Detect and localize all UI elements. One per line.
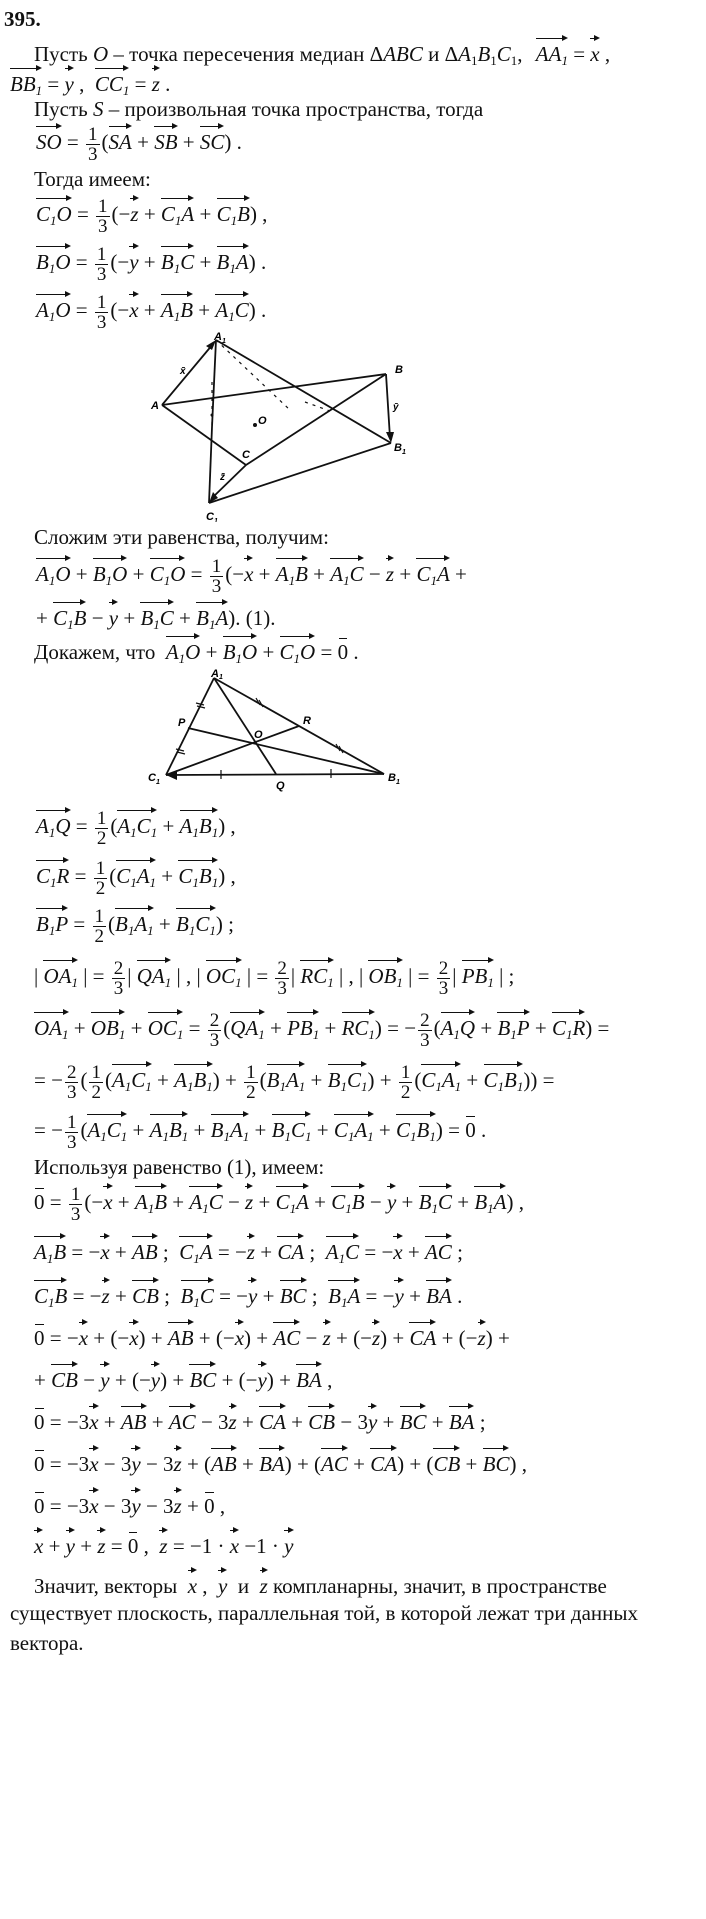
label-fig2-c1: C: [148, 772, 156, 784]
eq-b1o: $B_1O$ = $\frac{1}{3}$ $(-y + B_1C + B_1A)$ .: [36, 243, 267, 285]
eq-oa-sum-3: = − $\frac{1}{3}$ $(A_1C_1 + A_1B_1 + B_1A_1 + B_1C_1 + C_1A_1 + C_1B_1) = 0$ .: [34, 1111, 487, 1153]
eq-sum-1: $A_1O + B_1O + C_1O$ = $\frac{1}{3}$ ($-x + A_1B + A_1C - z + C_1A$ +: [36, 555, 467, 597]
point-o: O: [93, 42, 109, 66]
eq-zero-5: 0 = −3x − 3y − 3z + (AB + BA) + (AC + CA) + (CB + BC) ,: [34, 1446, 527, 1477]
conclusion-start: Значит, векторы: [34, 1574, 178, 1598]
eq-subst-2: $C_1B = -z$ + CB ; $B_1C = -y$ + BC ; $B_1A = -y$ + BA .: [34, 1278, 462, 1316]
conclusion-part-1: компланарны, значит, в пространстве: [273, 1574, 607, 1598]
conclusion-part-2: существует плоскость, параллельная той, в которой лежат три данных: [10, 1601, 638, 1625]
eq-sum-2: + $C_1B - y + B_1C + B_1A$). (1).: [36, 600, 276, 638]
conclusion-line-1: Значит, векторы x , y и z компланарны, значит, в пространстве: [34, 1568, 607, 1599]
intro-line-1: Пусть O – точка пересечения медиан ΔABC и $\Delta A_1B_1C_1$, $AA_1 = x$ ,: [34, 36, 610, 74]
label-a: A: [151, 400, 159, 412]
svg-text:1: 1: [219, 674, 223, 681]
eq-zero-4: 0 = −3x + AB + AC − 3z + CA + CB − 3y + BC + BA ;: [34, 1404, 486, 1435]
label-fig2-q: Q: [276, 780, 285, 792]
eq-zero-6: 0 = −3x − 3y − 3z + 0 ,: [34, 1488, 225, 1519]
label-fig2-r: R: [303, 715, 311, 727]
eq-subst-1: $A_1B = -x$ + AB ; $C_1A = -z$ + CA ; $A_1C = -x$ + AC ;: [34, 1234, 463, 1272]
eq-zero-1: 0 = $\frac{1}{3}$ $(-x + A_1B + A_1C - z + C_1A + C_1B - y + B_1C + B_1A)$ ,: [34, 1183, 524, 1225]
equation-1-tag: . (1).: [235, 606, 276, 630]
eq-zero-2: 0 = −x + (−x) + AB + (−x) + AC − z + (−z) + CA + (−z) +: [34, 1320, 510, 1351]
then-we-have: Тогда имеем:: [34, 167, 151, 191]
intro-text: – точка пересечения медиан: [113, 42, 365, 66]
label-a1: A: [214, 332, 222, 343]
eq-oa-sum: $OA_1 + OB_1 + OC_1$ = $\frac{2}{3}$ $(QA_1 + PB_1 + RC_1)$ = − $\frac{2}{3}$ $(A_1Q + B_1P + C_1R)$ =: [34, 1009, 610, 1051]
label-o: O: [258, 415, 267, 427]
svg-text:1: 1: [222, 338, 226, 345]
label-fig2-b1: B: [388, 772, 396, 784]
label-c1: C: [206, 511, 214, 522]
eq-zero-3: + CB − y + (−y) + BC + (−y) + BA ,: [34, 1362, 332, 1393]
svg-text:1: 1: [156, 779, 160, 786]
eq-b1p: $B_1P$ = $\frac{1}{2}$ $(B_1A_1 + B_1C_1)$ ;: [36, 905, 234, 947]
eq-c1r: $C_1R$ = $\frac{1}{2}$ $(C_1A_1 + C_1B_1)$ ,: [36, 857, 236, 899]
label-b1: B: [394, 442, 402, 454]
conclusion-line-2: [10, 1600, 638, 1626]
label-fig2-o: O: [254, 729, 263, 741]
using-line: [34, 1154, 324, 1180]
then-line: [34, 166, 151, 192]
eq-oa-sum-2: = − $\frac{2}{3}$ ( $\frac{1}{2}$ $(A_1C_1 + A_1B_1)$ + $\frac{1}{2}$ $(B_1A_1 + B_1C_1)$ + $\frac{1}{2}$ $(C_1A_1 + C_1B_1)$) =: [34, 1061, 555, 1103]
intro-line-2: Пусть S – произвольная точка пространства, тогда: [34, 97, 484, 121]
svg-text:1: 1: [396, 779, 400, 786]
eq-c1o: $C_1O$ = $\frac{1}{3}$ $(-z + C_1A + C_1B)$ ,: [36, 195, 268, 237]
conclusion-part-3: вектора.: [10, 1631, 84, 1655]
svg-text:1: 1: [214, 518, 218, 522]
eq-lengths: | $OA_1$ | = $\frac{2}{3}$ | $QA_1$ | , | $OC_1$ | = $\frac{2}{3}$ | $RC_1$ | , | $OB_1$ | = $\frac{2}{3}$ | $PB_1$ | ;: [34, 957, 515, 999]
eq-a1o: $A_1O$ = $\frac{1}{3}$ $(-x + A_1B + A_1C)$ .: [36, 291, 267, 333]
label-fig2-a1: A: [211, 668, 219, 680]
svg-text:1: 1: [402, 449, 406, 456]
label-x-vector: x̄: [180, 366, 186, 377]
using-sentence: Используя равенство (1), имеем:: [34, 1155, 325, 1179]
label-c: C: [242, 449, 250, 461]
figure-2-medians-triangle: [140, 667, 420, 795]
word-pusty: Пусть: [34, 42, 88, 66]
intro-line-1b: $BB_1 = y$ , $CC_1 = z$ .: [10, 66, 170, 104]
label-y-vector: ȳ: [393, 402, 399, 413]
prove-sentence: Докажем, что: [34, 640, 156, 664]
prove-line: Докажем, что $A_1O + B_1O + C_1O = 0$ .: [34, 634, 359, 672]
figure-1-tetrahedral-triangles: [150, 332, 420, 522]
label-fig2-p: P: [178, 717, 186, 729]
conclusion-line-3: [10, 1630, 84, 1656]
eq-so: SO = $\frac{1}{3}$ (SA + SB + SC) .: [36, 123, 242, 165]
conclusion-and: и: [237, 1574, 250, 1598]
word-and: и: [428, 42, 440, 66]
sum-line: [34, 524, 329, 550]
sum-sentence: Сложим эти равенства, получим:: [34, 525, 329, 549]
label-z-vector: z̄: [220, 472, 225, 483]
problem-number: 395.: [4, 7, 41, 31]
eq-final: x + y + z = 0 , z = −1 · x −1 · y: [34, 1528, 294, 1559]
problem-number-line: [4, 6, 41, 32]
eq-a1q: $A_1Q$ = $\frac{1}{2}$ $(A_1C_1 + A_1B_1)$ ,: [36, 807, 236, 849]
label-b: B: [395, 364, 403, 376]
